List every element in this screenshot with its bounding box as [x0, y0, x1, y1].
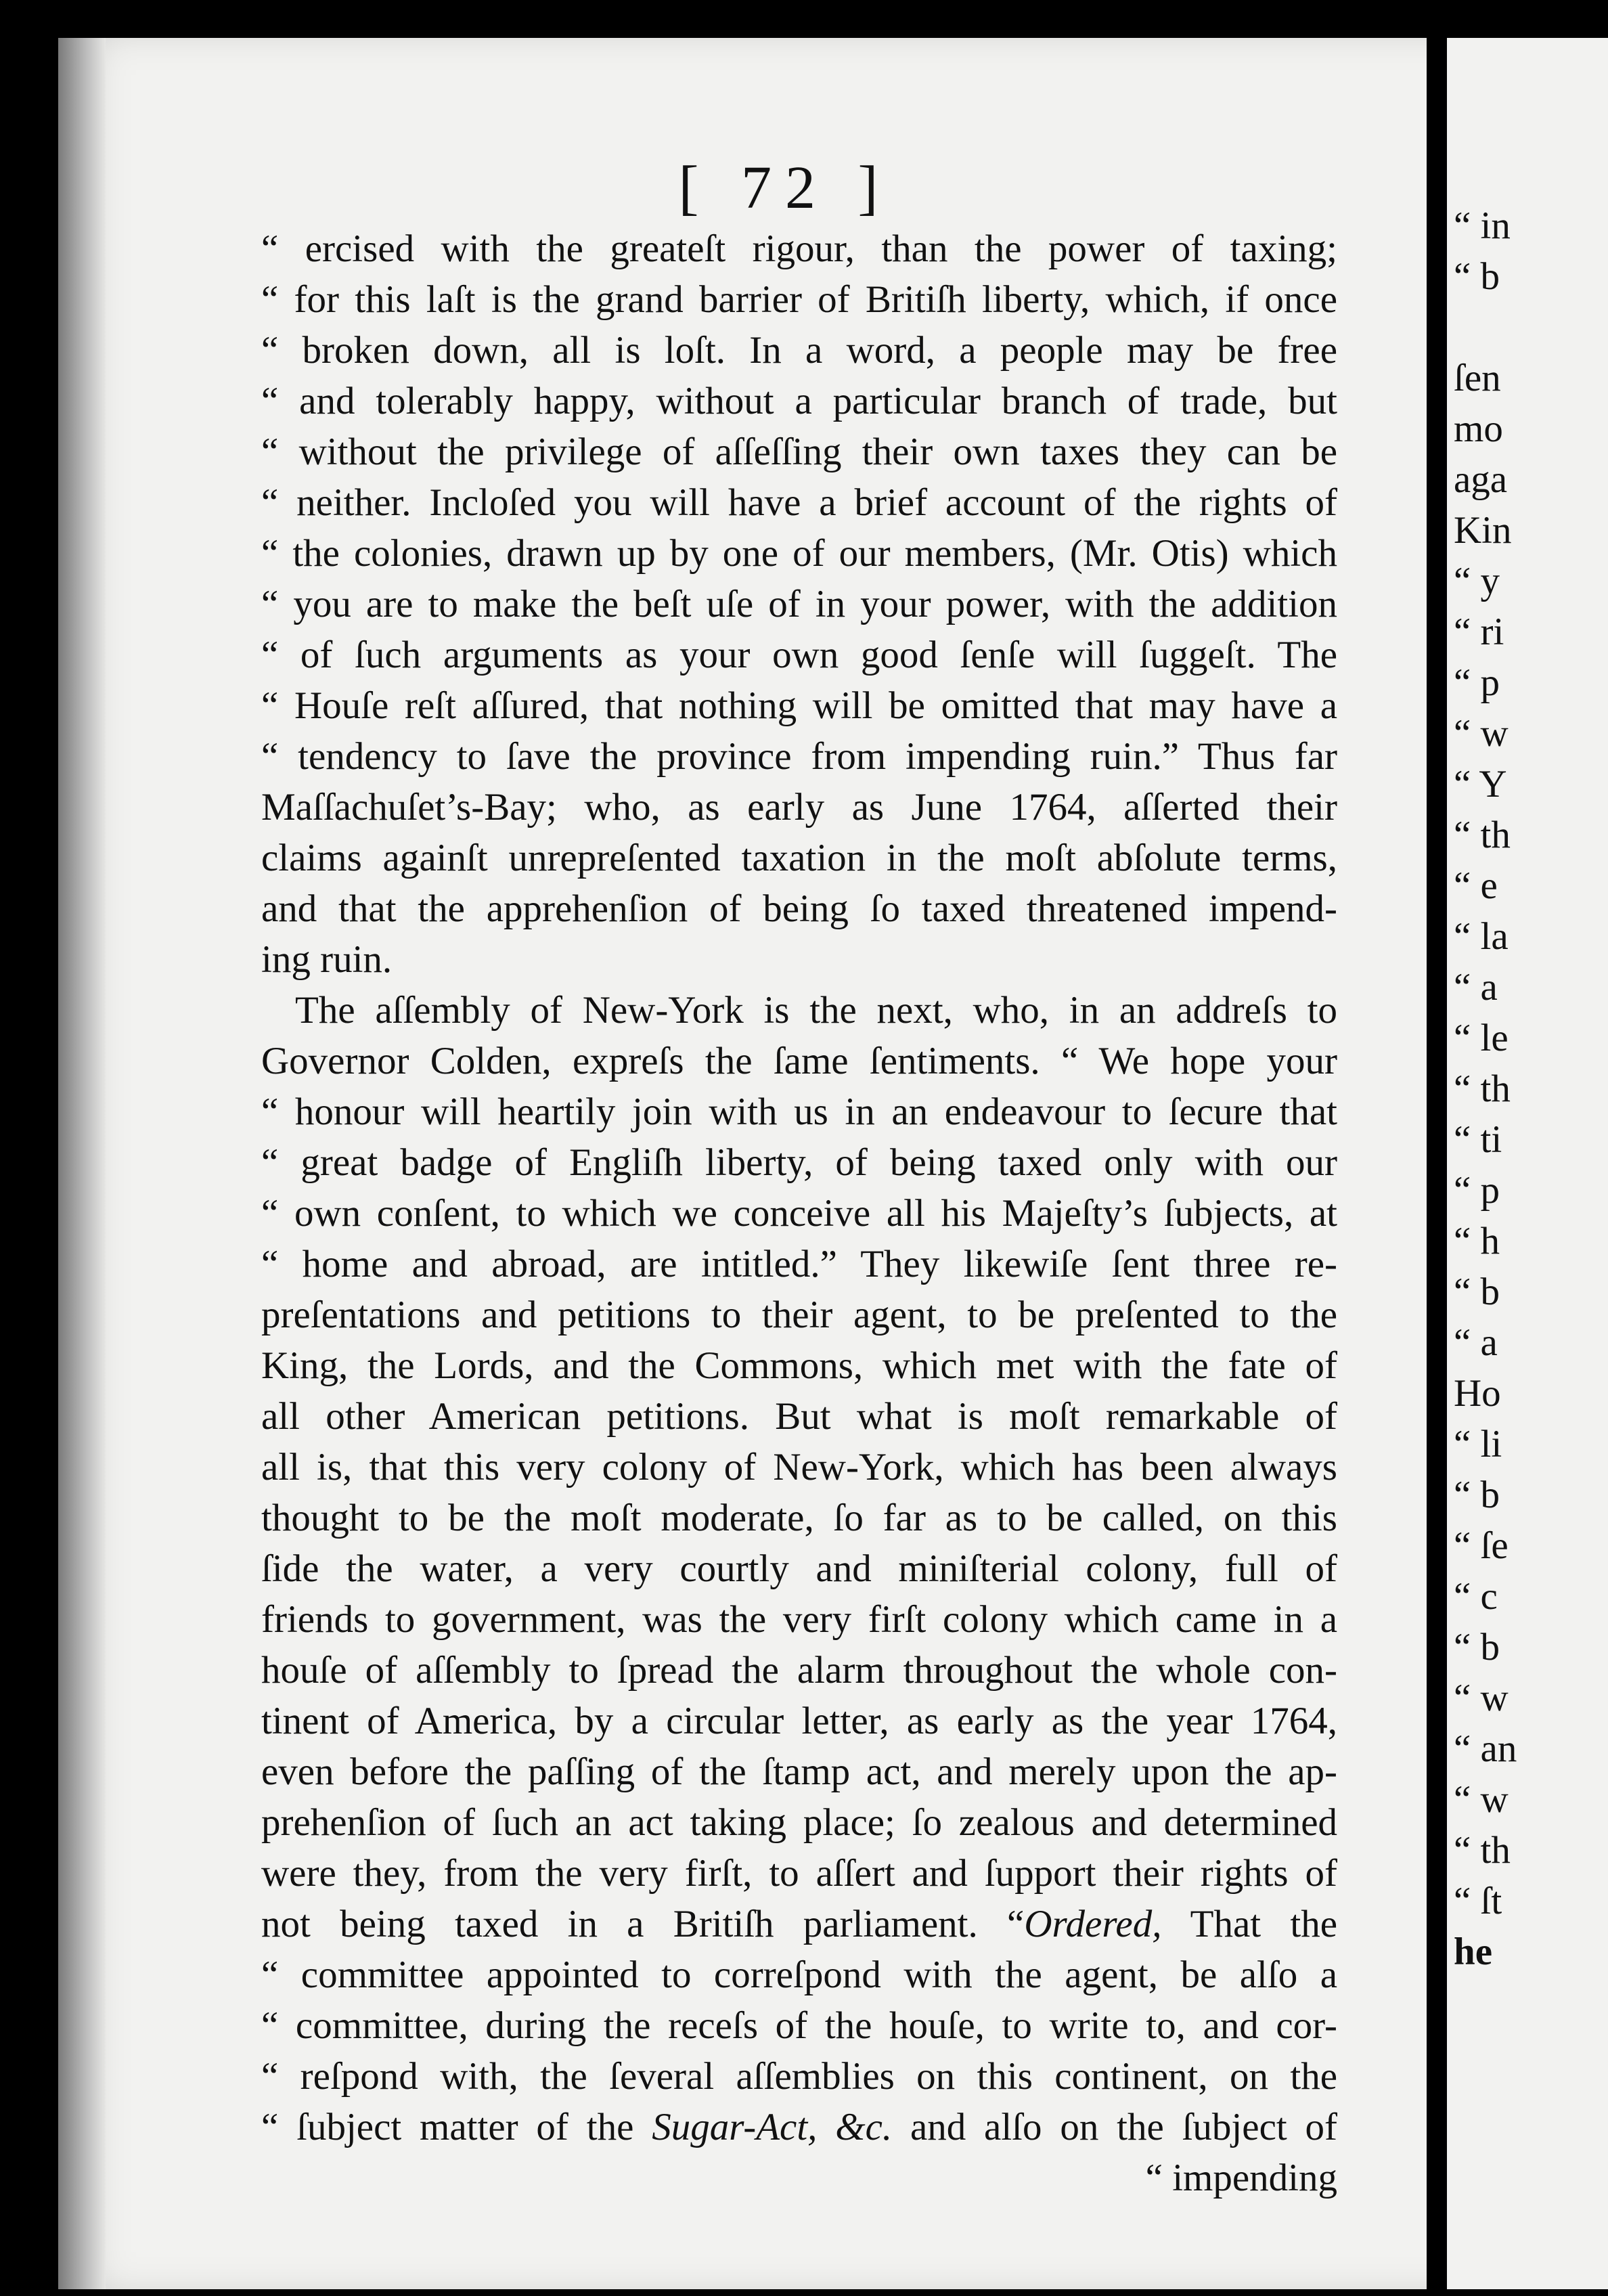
right-text-fragment: “ p	[1454, 1169, 1500, 1212]
text-line	[261, 1696, 1337, 1746]
text-line-content: “ tendency to ſave the province from impending ruin.” Thus far	[261, 735, 1337, 778]
right-text-fragment: “ y	[1454, 560, 1500, 602]
right-text-fragment: “ ſe	[1454, 1524, 1509, 1567]
text-line	[261, 376, 1337, 426]
text-line-content: and that the apprehenſion of being ſo taxed threatened impend-	[261, 887, 1337, 930]
text-line-content: ing ruin.	[261, 938, 393, 981]
text-line-content: not being taxed in a Britiſh parliament. “	[261, 1903, 1025, 1945]
text-line-content: ſide the water, a very courtly and miniſterial colony, full of	[261, 1547, 1337, 1590]
text-line	[261, 426, 1337, 477]
left-page-body-text	[261, 223, 1337, 2203]
text-line	[261, 2051, 1337, 2102]
text-line-content: “ you are to make the beſt uſe of in your power, with the addition	[261, 583, 1337, 625]
text-line-content: “ for this laſt is the grand barrier of Britiſh liberty, which, if once	[261, 278, 1337, 321]
text-line	[261, 2000, 1337, 2051]
text-line	[261, 833, 1337, 883]
text-line	[261, 985, 1337, 1036]
text-line-content: preſentations and petitions to their agent, to be preſented to the	[261, 1294, 1337, 1336]
text-line	[261, 1442, 1337, 1493]
right-text-fragment: “ th	[1454, 1067, 1511, 1110]
text-line	[261, 1086, 1337, 1137]
right-text-fragment: “ e	[1454, 864, 1498, 907]
text-line-content: “ reſpond with, the ſeveral aſſemblies on this continent, on the	[261, 2055, 1337, 2098]
text-line	[261, 2102, 1337, 2152]
text-line-content: “ and tolerably happy, without a particular branch of trade, but	[261, 380, 1337, 422]
italic-ordered: Ordered,	[1024, 1903, 1162, 1945]
text-line	[261, 1949, 1337, 2000]
right-text-fragment: “ le	[1454, 1017, 1509, 1059]
page-edge-shadow	[58, 38, 106, 2289]
right-text-fragment: “ w	[1454, 712, 1509, 755]
text-line	[261, 1746, 1337, 1797]
text-line-content: “ committee appointed to correſpond with the agent, be alſo a	[261, 1953, 1337, 1996]
text-line-content: tinent of America, by a circular letter, as early as the year 1764,	[261, 1700, 1337, 1742]
text-line-content: “ honour will heartily join with us in an endeavour to ſecure that	[261, 1090, 1337, 1133]
text-line	[261, 1188, 1337, 1239]
text-line-content: The aſſembly of New-York is the next, who, in an addreſs to	[295, 989, 1337, 1032]
text-line-content: “ home and abroad, are intitled.” They likewiſe ſent three re-	[261, 1243, 1337, 1285]
right-text-fragment: “ c	[1454, 1575, 1498, 1618]
book-gutter	[1427, 0, 1447, 2296]
text-line	[261, 579, 1337, 630]
text-line-content: “ ercised with the greateſt rigour, than the power of taxing;	[261, 227, 1337, 270]
text-line-tail: and alſo on the ſubject of	[892, 2106, 1337, 2148]
text-line-content: “ Houſe reſt aſſured, that nothing will be omitted that may have a	[261, 684, 1337, 727]
right-text-fragment: mo	[1454, 407, 1503, 450]
text-line-content: “ of ſuch arguments as your own good ſenſe will ſuggeſt. The	[261, 634, 1337, 676]
right-text-fragment: “ ri	[1454, 611, 1504, 653]
right-text-fragment: he	[1454, 1930, 1492, 1973]
text-line-content: “ own conſent, to which we conceive all his Majeſty’s ſubjects, at	[261, 1192, 1337, 1235]
text-line-content: claims againſt unrepreſented taxation in the moſt abſolute terms,	[261, 837, 1337, 879]
text-line-content: “ great badge of Engliſh liberty, of being taxed only with our	[261, 1141, 1337, 1184]
text-line	[261, 680, 1337, 731]
text-line-content: “ broken down, all is loſt. In a word, a people may be free	[261, 329, 1337, 372]
right-text-fragment: “ b	[1454, 1626, 1500, 1669]
text-line-content: Maſſachuſet’s-Bay; who, as early as June 1764, aſſerted their	[261, 786, 1337, 829]
text-line-content: thought to be the moſt moderate, ſo far as to be called, on this	[261, 1497, 1337, 1539]
text-line	[261, 883, 1337, 934]
text-line-content: “ the colonies, drawn up by one of our members, (Mr. Otis) which	[261, 532, 1337, 575]
text-line	[261, 934, 1337, 985]
text-line	[261, 325, 1337, 376]
right-text-fragment: “ b	[1454, 1474, 1500, 1516]
right-text-fragment: “ ti	[1454, 1118, 1502, 1161]
text-line	[261, 731, 1337, 782]
right-text-fragment	[1454, 302, 1608, 353]
text-line	[261, 1239, 1337, 1289]
text-line-tail: That the	[1161, 1903, 1337, 1945]
italic-sugar-act: Sugar-Act, &c.	[652, 2106, 893, 2148]
right-text-fragment: “ in	[1454, 204, 1511, 247]
text-line-content: friends to government, was the very firſt colony which came in a	[261, 1598, 1337, 1641]
text-line	[261, 1391, 1337, 1442]
text-line	[261, 1543, 1337, 1594]
text-line	[261, 1289, 1337, 1340]
text-line-content: “ ſubject matter of the	[261, 2106, 634, 2148]
right-text-fragment: aga	[1454, 458, 1508, 501]
text-line	[261, 1137, 1337, 1188]
text-line-content: all other American petitions. But what is moſt remarkable of	[261, 1395, 1337, 1438]
text-line-content: Governor Colden, expreſs the ſame ſentiments. “ We hope your	[261, 1040, 1337, 1082]
text-line	[261, 1848, 1337, 1899]
right-text-fragment: Kin	[1454, 509, 1512, 552]
right-page-fragment-text	[1454, 200, 1608, 1977]
right-text-fragment: “ a	[1454, 1321, 1498, 1364]
text-line-content: “ neither. Incloſed you will have a brief account of the rights of	[261, 481, 1337, 524]
text-line-content: even before the paſſing of the ſtamp act, and merely upon the ap-	[261, 1750, 1337, 1793]
text-line-content: King, the Lords, and the Commons, which met with the fate of	[261, 1344, 1337, 1387]
right-text-fragment: Ho	[1454, 1372, 1501, 1415]
right-text-fragment: “ an	[1454, 1727, 1517, 1770]
text-line	[261, 782, 1337, 833]
right-text-fragment: “ ſt	[1454, 1880, 1502, 1922]
text-line-content: houſe of aſſembly to ſpread the alarm throughout the whole con-	[261, 1649, 1337, 1692]
text-line	[261, 1899, 1337, 1949]
text-line-content: “ committee, during the receſs of the houſe, to write to, and cor-	[261, 2004, 1337, 2047]
right-text-fragment: “ b	[1454, 1271, 1500, 1313]
text-line-content: all is, that this very colony of New-York, which has been always	[261, 1446, 1337, 1488]
text-line	[261, 1036, 1337, 1086]
right-text-fragment: “ Y	[1454, 763, 1507, 805]
text-line	[261, 1340, 1337, 1391]
right-text-fragment: “ p	[1454, 661, 1500, 704]
right-text-fragment: “ th	[1454, 1829, 1511, 1872]
text-line	[261, 1594, 1337, 1645]
page-number: [ 72 ]	[678, 154, 892, 221]
right-text-fragment: “ w	[1454, 1778, 1509, 1821]
text-line	[261, 528, 1337, 579]
right-text-fragment: “ h	[1454, 1220, 1500, 1262]
right-text-fragment: “ w	[1454, 1677, 1509, 1719]
text-line	[261, 223, 1337, 274]
right-text-fragment: “ a	[1454, 966, 1498, 1009]
text-line	[261, 1645, 1337, 1696]
text-line-content: prehenſion of ſuch an act taking place; ſo zealous and determined	[261, 1801, 1337, 1844]
text-line	[261, 630, 1337, 680]
text-line	[261, 477, 1337, 528]
right-text-fragment: “ la	[1454, 915, 1509, 958]
right-text-fragment: “ b	[1454, 255, 1500, 298]
right-text-fragment: “ li	[1454, 1423, 1502, 1465]
right-text-fragment: “ th	[1454, 814, 1511, 856]
text-line-content: were they, from the very firſt, to aſſert and ſupport their rights of	[261, 1852, 1337, 1895]
catchword: “ impending	[1145, 2157, 1337, 2199]
text-line	[261, 274, 1337, 325]
right-text-fragment: ſen	[1454, 357, 1501, 399]
text-line	[261, 1797, 1337, 1848]
text-line	[261, 1493, 1337, 1543]
text-line-content: “ without the privilege of aſſeſſing their own taxes they can be	[261, 430, 1337, 473]
